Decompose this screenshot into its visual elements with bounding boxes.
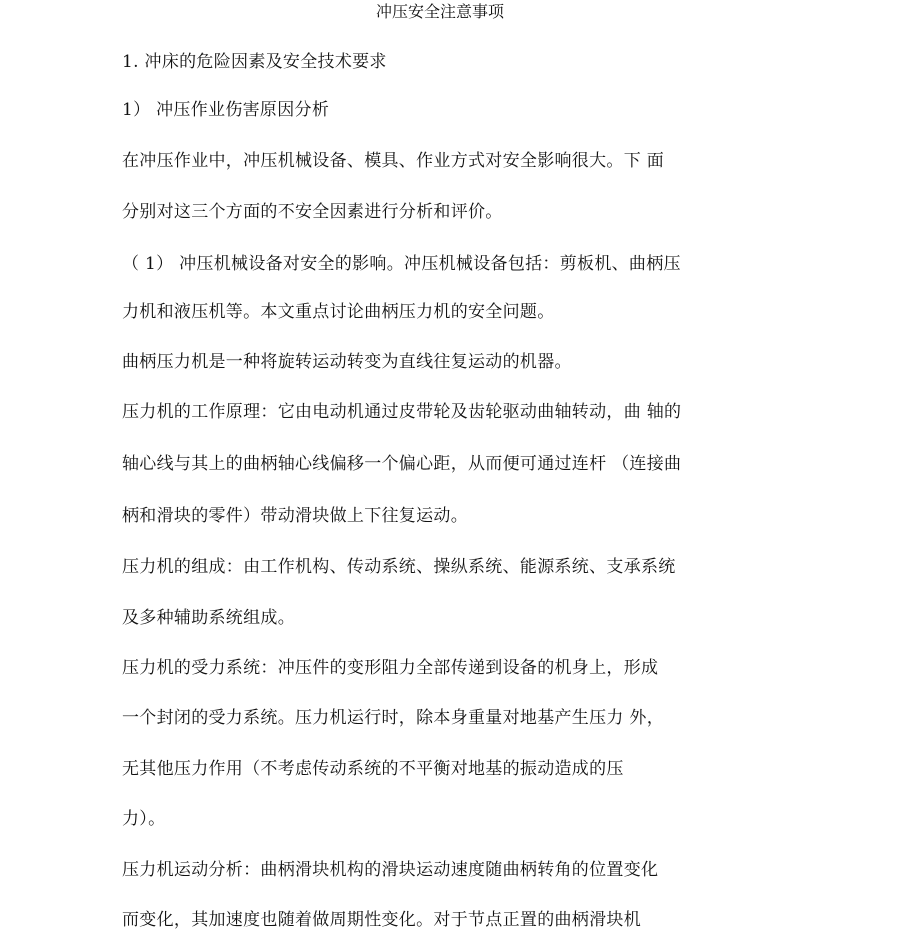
paragraph-line: 轴心线与其上的曲柄轴心线偏移一个偏心距，从而便可通过连杆 （连接曲: [122, 454, 682, 474]
paragraph-line: 力）。: [122, 809, 166, 829]
paragraph-line: 分别对这三个方面的不安全因素进行分析和评价。: [122, 202, 503, 222]
document-title: 冲压安全注意事项: [375, 2, 504, 21]
paragraph-line: 力机和液压机等。本文重点讨论曲柄压力机的安全问题。: [122, 302, 555, 322]
paragraph-line: 压力机的受力系统：冲压件的变形阻力全部传递到设备的机身上，形成: [122, 658, 659, 678]
paragraph-line: 无其他压力作用（不考虑传动系统的不平衡对地基的振动造成的压: [122, 759, 624, 779]
paragraph-line: 及多种辅助系统组成。: [122, 608, 295, 628]
paragraph-line: 一个封闭的受力系统。压力机运行时，除本身重量对地基产生压力 外，: [122, 708, 665, 728]
section-heading: 1. 冲床的危险因素及安全技术要求: [122, 52, 387, 72]
paragraph-line: （ 1） 冲压机械设备对安全的影响。冲压机械设备包括：剪板机、曲柄压: [122, 254, 681, 274]
paragraph-line: 压力机的工作原理：它由电动机通过皮带轮及齿轮驱动曲轴转动，曲 轴的: [122, 402, 682, 422]
paragraph-line: 而变化，其加速度也随着做周期性变化。对于节点正置的曲柄滑块机: [122, 910, 641, 930]
paragraph-line: 压力机的组成：由工作机构、传动系统、操纵系统、能源系统、支承系统: [122, 557, 676, 577]
paragraph-line: 曲柄压力机是一种将旋转运动转变为直线往复运动的机器。: [122, 352, 572, 372]
paragraph-line: 压力机运动分析：曲柄滑块机构的滑块运动速度随曲柄转角的位置变化: [122, 860, 659, 880]
subsection-heading: 1） 冲压作业伤害原因分析: [122, 100, 330, 120]
paragraph-line: 在冲压作业中，冲压机械设备、模具、作业方式对安全影响很大。下 面: [122, 151, 665, 171]
paragraph-line: 柄和滑块的零件）带动滑块做上下往复运动。: [122, 506, 468, 526]
